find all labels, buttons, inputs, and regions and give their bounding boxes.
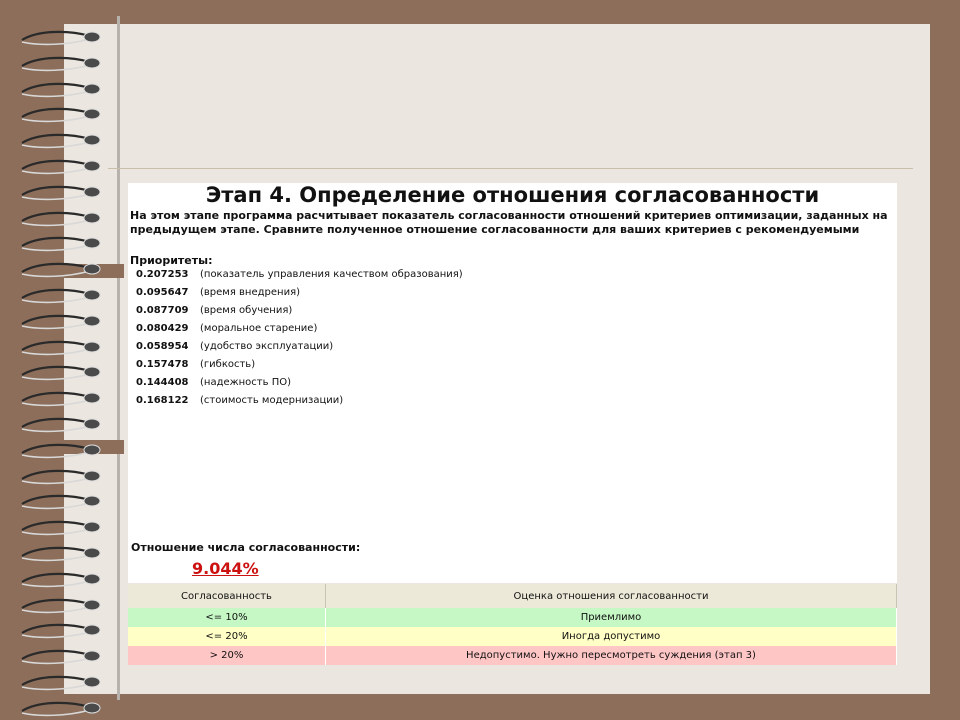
notebook-margin-line xyxy=(117,16,120,700)
column-header-assessment: Оценка отношения согласованности xyxy=(326,584,897,608)
spiral-ring-icon xyxy=(18,286,102,306)
priority-label: (надежность ПО) xyxy=(200,377,291,388)
assessment-cell: Иногда допустимо xyxy=(326,627,897,646)
spiral-ring-icon xyxy=(18,544,102,564)
table-row-unacceptable xyxy=(128,646,897,665)
consistency-scale-table xyxy=(128,584,897,665)
spiral-ring-icon xyxy=(18,621,102,641)
spiral-ring-icon xyxy=(18,699,102,719)
spiral-ring-icon xyxy=(18,363,102,383)
priority-row xyxy=(136,287,300,303)
spiral-ring-icon xyxy=(18,389,102,409)
priority-row xyxy=(136,323,317,339)
stage-panel xyxy=(128,183,897,583)
priority-value: 0.095647 xyxy=(136,287,189,298)
consistency-ratio-label: Отношение числа согласованности: xyxy=(131,541,361,554)
spiral-ring-icon xyxy=(18,80,102,100)
priority-row xyxy=(136,395,343,411)
spiral-ring-icon xyxy=(18,54,102,74)
spiral-ring-icon xyxy=(18,105,102,125)
priority-label: (показатель управления качеством образования) xyxy=(200,269,463,280)
priority-row xyxy=(136,341,333,357)
assessment-cell: Приемлимо xyxy=(326,608,897,627)
priorities-heading: Приоритеты: xyxy=(130,254,213,267)
priority-value: 0.087709 xyxy=(136,305,189,316)
priority-value: 0.207253 xyxy=(136,269,189,280)
priority-label: (время обучения) xyxy=(200,305,293,316)
priority-label: (удобство эксплуатации) xyxy=(200,341,334,352)
spiral-ring-icon xyxy=(18,415,102,435)
consistency-ratio-value: 9.044% xyxy=(192,559,259,578)
spiral-ring-icon xyxy=(18,28,102,48)
spiral-ring-icon xyxy=(18,209,102,229)
priority-row xyxy=(136,359,255,375)
assessment-cell: Недопустимо. Нужно пересмотреть суждения (этап 3) xyxy=(326,646,897,665)
spiral-ring-icon xyxy=(18,260,102,280)
priority-row xyxy=(136,269,463,285)
priority-value: 0.168122 xyxy=(136,395,189,406)
range-cell: <= 20% xyxy=(128,627,326,646)
spiral-ring-icon xyxy=(18,441,102,461)
priority-value: 0.080429 xyxy=(136,323,189,334)
spiral-ring-icon xyxy=(18,312,102,332)
stage-description: На этом этапе программа расчитывает показатель согласованности отношений критериев оптимизации, заданных на предыдущем этапе. Сравните полученное отношение согласованности для ваших критериев с рекомендуемыми xyxy=(130,209,888,236)
spiral-ring-icon xyxy=(18,467,102,487)
spiral-ring-icon xyxy=(18,492,102,512)
priority-label: (моральное старение) xyxy=(200,323,318,334)
column-header-consistency: Согласованность xyxy=(128,584,326,608)
spiral-ring-icon xyxy=(18,234,102,254)
priority-row xyxy=(136,377,291,393)
spiral-ring-icon xyxy=(18,338,102,358)
priority-row xyxy=(136,305,292,321)
table-row-acceptable xyxy=(128,608,897,627)
priority-label: (стоимость модернизации) xyxy=(200,395,344,406)
priority-value: 0.058954 xyxy=(136,341,189,352)
spiral-ring-icon xyxy=(18,131,102,151)
table-row-sometimes xyxy=(128,627,897,646)
spiral-ring-icon xyxy=(18,647,102,667)
table-header-row xyxy=(128,584,897,608)
range-cell: <= 10% xyxy=(128,608,326,627)
spiral-ring-icon xyxy=(18,183,102,203)
priority-label: (время внедрения) xyxy=(200,287,300,298)
title-divider-line xyxy=(108,168,913,169)
spiral-ring-icon xyxy=(18,157,102,177)
spiral-ring-icon xyxy=(18,570,102,590)
spiral-ring-icon xyxy=(18,596,102,616)
page-title: Этап 4. Определение отношения согласованности xyxy=(205,183,820,207)
range-cell: > 20% xyxy=(128,646,326,665)
priority-value: 0.144408 xyxy=(136,377,189,388)
priority-label: (гибкость) xyxy=(200,359,256,370)
priority-value: 0.157478 xyxy=(136,359,189,370)
spiral-ring-icon xyxy=(18,673,102,693)
spiral-ring-icon xyxy=(18,518,102,538)
